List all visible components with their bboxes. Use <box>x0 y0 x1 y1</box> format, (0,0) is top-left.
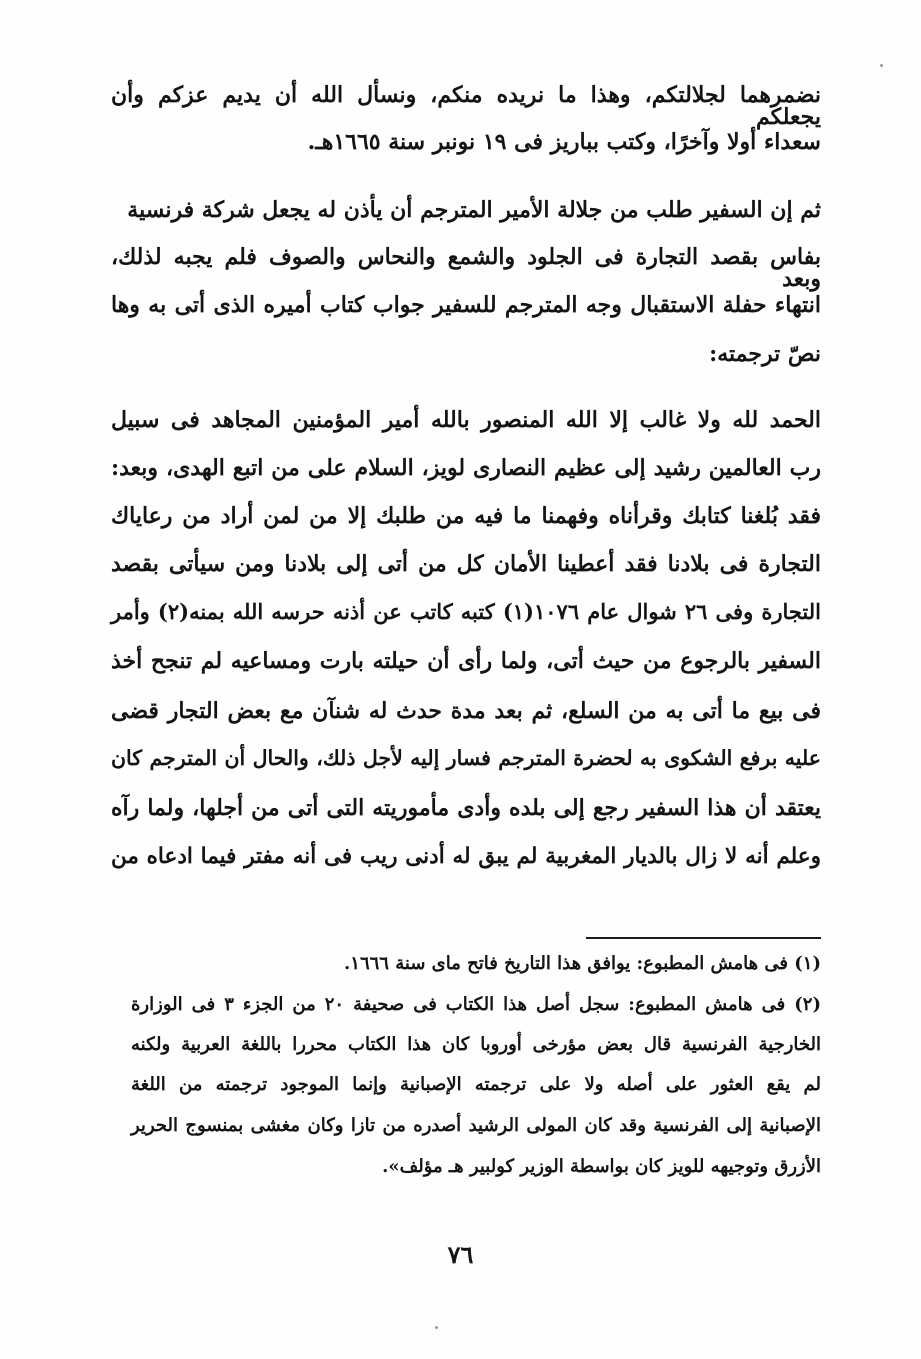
paragraph-3-line-1: الحمد لله ولا غالب إلا الله المنصور بالله أمير المؤمنين المجاهد فى سبيل <box>111 407 821 433</box>
scan-speck <box>880 64 883 67</box>
paragraph-3-line-10: وعلم أنه لا زال بالديار المغربية لم يبق له أدنى ريب فى أنه مفتر فيما ادعاه من <box>111 844 821 869</box>
paragraph-3-line-5: التجارة وفى ٢٦ شوال عام ١٠٧٦(١) كتبه كاتب عن أذنه حرسه الله بمنه(٢) وأمر <box>111 599 822 624</box>
footnote-2-line-4: الإصبانية إلى الفرنسية وقد كان المولى الرشيد أصدره من تازا وكان مغشى بمنسوج الحرير <box>131 1115 821 1136</box>
paragraph-3-line-4: التجارة فى بلادنا فقد أعطينا الأمان كل من أتى إلى بلادنا ومن سيأتى بقصد <box>111 551 821 577</box>
paragraph-2-line-4: نصّ ترجمته: <box>709 341 821 367</box>
paragraph-3-line-6: السفير بالرجوع من حيث أتى، ولما رأى أن حيلته بارت ومساعيه لم تنجح أخذ <box>111 648 821 674</box>
footnote-2-line-5: الأزرق وتوجيهه للويز كان بواسطة الوزير كولبير هـ مؤلف». <box>382 1156 821 1177</box>
paragraph-3-line-9: يعتقد أن هذا السفير رجع إلى بلده وأدى مأموريته التى أتى من أجلها، ولما رآه <box>111 795 821 821</box>
paragraph-3-line-3: فقد بُلغنا كتابك وقرأناه وفهمنا ما فيه من طلبك إلا من لمن أراد من رعاياك <box>111 503 821 529</box>
paragraph-1-line-2: سعداء أولا وآخرًا، وكتب بباريز فى ١٩ نونبر سنة ١٦٦٥هـ. <box>307 129 821 155</box>
page-number: ٧٦ <box>447 1240 474 1269</box>
scan-speck <box>435 1326 438 1329</box>
footnote-1: (١) فى هامش المطبوع: يوافق هذا التاريخ فاتح ماى سنة ١٦٦٦. <box>344 953 821 974</box>
footnote-2-line-3: لم يقع العثور على أصله ولا على ترجمته الإصبانية وإنما الموجود ترجمته من اللغة <box>131 1074 821 1095</box>
footnote-2-line-2: الخارجية الفرنسية قال بعض مؤرخى أوروبا كان هذا الكتاب محررا باللغة العربية ولكنه <box>131 1034 821 1055</box>
paragraph-2-line-3: انتهاء حفلة الاستقبال وجه المترجم للسفير جواب كتاب أميره الذى أتى به وها <box>111 292 821 318</box>
paragraph-2-line-1: ثم إن السفير طلب من جلالة الأمير المترجم أن يأذن له يجعل شركة فرنسية <box>127 197 821 223</box>
paragraph-3-line-7: فى بيع ما أتى به من السلع، ثم بعد مدة حدث له شنآن مع بعض التجار قضى <box>111 698 821 724</box>
paragraph-3-line-8: عليه برفع الشكوى به لحضرة المترجم فسار إليه لأجل ذلك، والحال أن المترجم كان <box>111 746 821 770</box>
paragraph-1-line-1: نضمرهما لجلالتكم، وهذا ما نريده منكم، ونسأل الله أن يديم عزكم وأن يجعلكم <box>111 82 821 130</box>
paragraph-2-line-2: بفاس بقصد التجارة فى الجلود والشمع والنحاس والصوف فلم يجبه لذلك، وبعد <box>111 244 821 292</box>
footnote-2-line-1: (٢) فى هامش المطبوع: سجل أصل هذا الكتاب فى صحيفة ٢٠ من الجزء ٣ فى الوزارة <box>131 994 821 1015</box>
paragraph-3-line-2: رب العالمين رشيد إلى عظيم النصارى لويز، السلام على من اتبع الهدى، وبعد: <box>111 455 821 481</box>
footnote-separator <box>586 937 821 939</box>
